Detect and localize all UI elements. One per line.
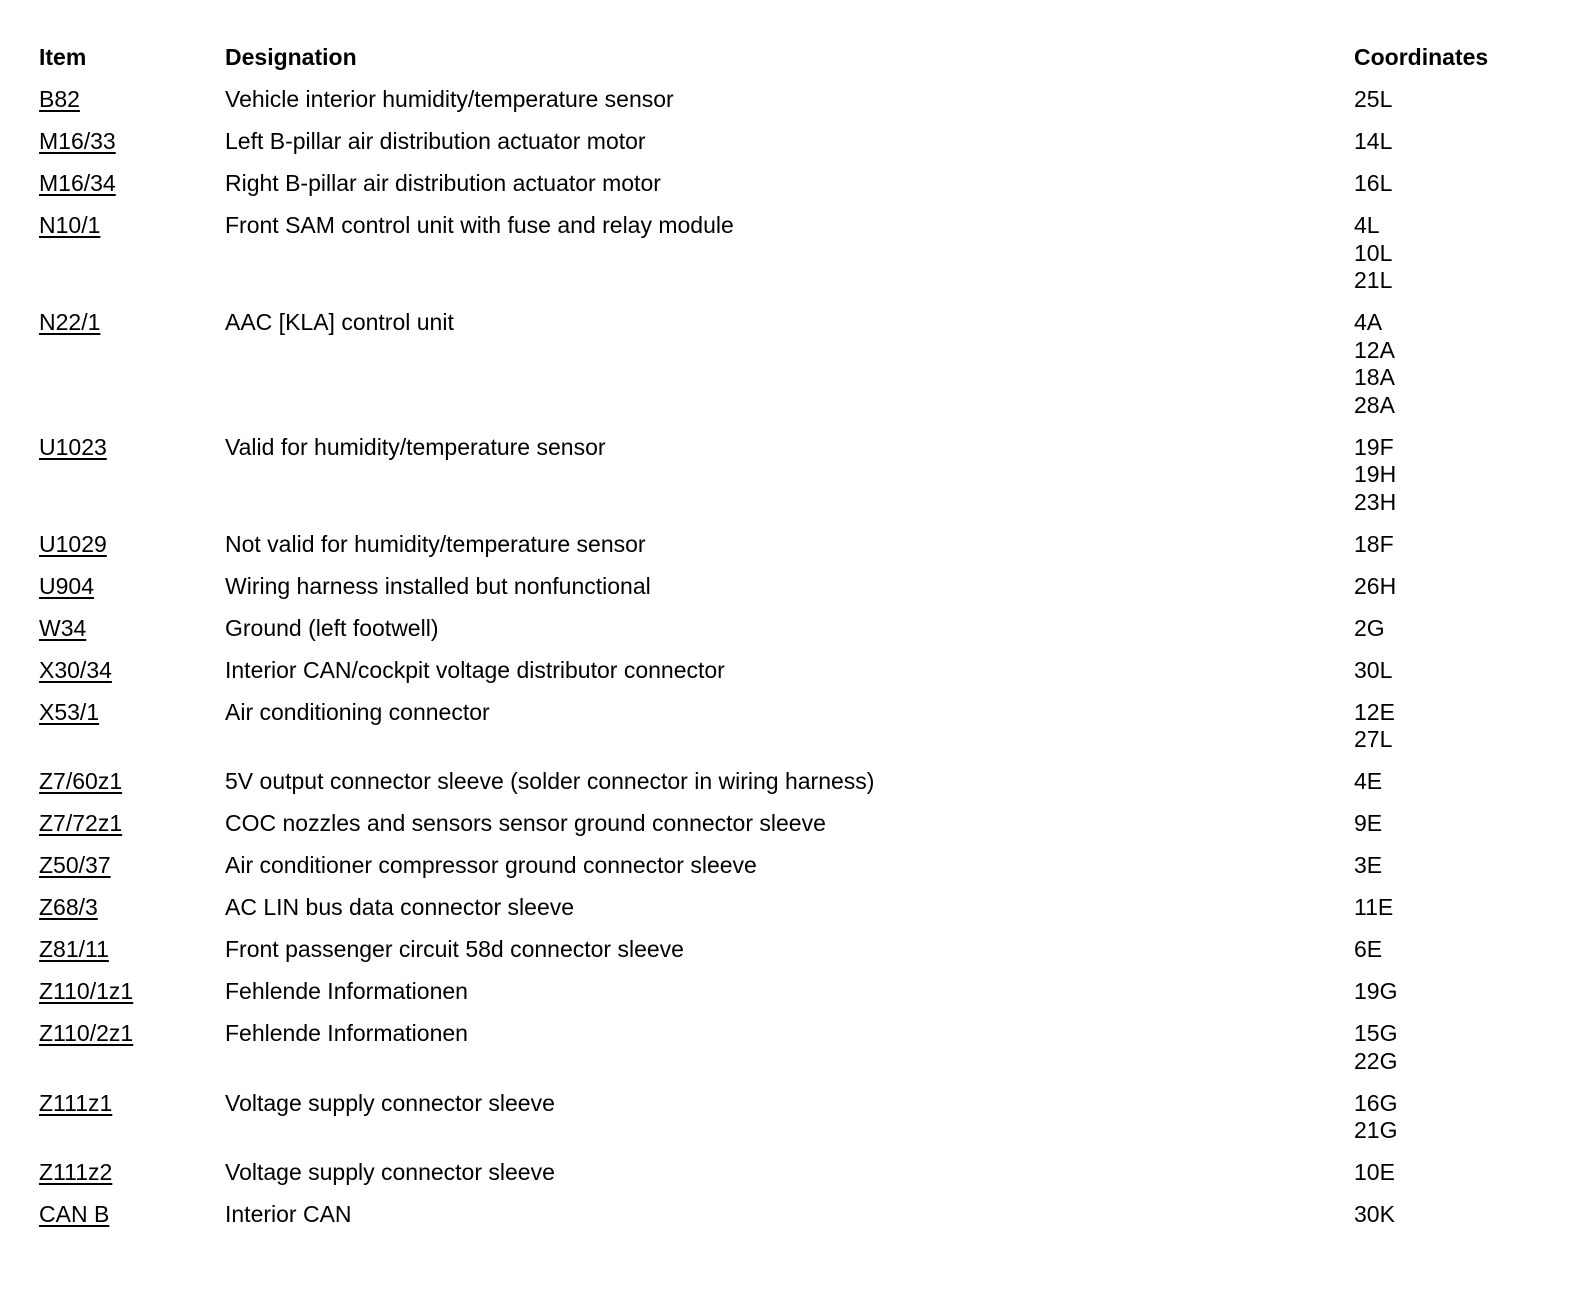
table-row <box>39 86 1539 128</box>
coordinate-value: 12A <box>1354 336 1395 363</box>
table-row <box>39 657 1539 699</box>
coordinate-value: 15G <box>1354 1020 1398 1046</box>
coordinates-cell <box>1354 573 1539 615</box>
coordinate-value: 2G <box>1354 614 1385 641</box>
item-link[interactable]: CAN B <box>39 1201 110 1227</box>
coordinate-value: 19G <box>1354 978 1398 1004</box>
coordinate-value: 9E <box>1354 810 1383 836</box>
designation-cell: Voltage supply connector sleeve <box>225 1159 555 1185</box>
coordinates-cell <box>1354 657 1539 699</box>
item-link[interactable]: N10/1 <box>39 212 101 238</box>
designation-cell: Fehlende Informationen <box>225 1020 468 1046</box>
designation-cell: 5V output connector sleeve (solder connector in wiring harness) <box>225 768 875 794</box>
coordinates-cell <box>1354 936 1539 978</box>
coordinate-value: 23H <box>1354 488 1397 515</box>
table-row <box>39 434 1539 531</box>
item-link[interactable]: U1029 <box>39 530 107 557</box>
table-row <box>39 1201 1539 1243</box>
table-row <box>39 894 1539 936</box>
table-row <box>39 615 1539 657</box>
coordinate-value: 30K <box>1354 1201 1395 1227</box>
coordinates-cell <box>1354 309 1539 434</box>
item-link[interactable]: U1023 <box>39 433 107 460</box>
item-link[interactable]: Z68/3 <box>39 894 98 920</box>
coordinate-value: 19H <box>1354 461 1397 487</box>
table-row <box>39 573 1539 615</box>
designation-cell: COC nozzles and sensors sensor ground connector sleeve <box>225 810 826 836</box>
designation-cell: Fehlende Informationen <box>225 978 468 1004</box>
coordinates-cell <box>1354 1201 1539 1243</box>
item-cell <box>39 86 225 128</box>
coordinates-cell <box>1354 531 1539 573</box>
coordinate-value: 28A <box>1354 391 1395 418</box>
coordinate-value: 4L <box>1354 212 1380 238</box>
table-row <box>39 170 1539 212</box>
item-link[interactable]: Z7/72z1 <box>39 810 123 836</box>
coordinate-value: 10E <box>1354 1159 1395 1185</box>
item-cell <box>39 170 225 212</box>
coordinate-value: 26H <box>1354 572 1397 599</box>
designation-cell: Right B-pillar air distribution actuator motor <box>225 170 661 196</box>
table-row <box>39 1159 1539 1201</box>
coordinates-cell <box>1354 852 1539 894</box>
table-row <box>39 531 1539 573</box>
coordinate-value: 16L <box>1354 170 1393 196</box>
item-cell <box>39 1201 225 1243</box>
table-row <box>39 1090 1539 1160</box>
designation-cell: Left B-pillar air distribution actuator motor <box>225 128 646 154</box>
coordinates-cell <box>1354 699 1539 769</box>
designation-cell: Front SAM control unit with fuse and relay module <box>225 212 734 238</box>
table-row <box>39 128 1539 170</box>
coordinate-value: 18A <box>1354 364 1395 390</box>
coordinates-cell <box>1354 86 1539 128</box>
coordinate-value: 6E <box>1354 936 1383 962</box>
coordinate-value: 25L <box>1354 86 1393 112</box>
table-row <box>39 699 1539 769</box>
item-cell <box>39 212 225 309</box>
item-link[interactable]: M16/33 <box>39 128 116 154</box>
designation-cell: Vehicle interior humidity/temperature sensor <box>225 86 674 112</box>
coordinates-cell <box>1354 615 1539 657</box>
designation-cell: Interior CAN/cockpit voltage distributor connector <box>225 656 725 683</box>
table-row <box>39 309 1539 434</box>
coordinate-value: 4E <box>1354 768 1383 794</box>
item-link[interactable]: B82 <box>39 86 80 112</box>
item-cell <box>39 128 225 170</box>
coordinate-value: 12E <box>1354 698 1395 725</box>
table-body <box>39 86 1539 1243</box>
item-cell <box>39 768 225 810</box>
coordinate-value: 18F <box>1354 530 1394 557</box>
table-header <box>39 44 1539 86</box>
coordinates-cell <box>1354 434 1539 531</box>
coordinate-value: 10L <box>1354 239 1393 266</box>
item-link[interactable]: Z110/1z1 <box>39 978 134 1004</box>
item-link[interactable]: X53/1 <box>39 698 100 725</box>
coordinates-cell <box>1354 128 1539 170</box>
item-link[interactable]: W34 <box>39 614 87 641</box>
coordinate-value: 11E <box>1354 894 1394 920</box>
item-cell <box>39 657 225 699</box>
table-row <box>39 768 1539 810</box>
coordinates-cell <box>1354 170 1539 212</box>
coordinate-value: 16G <box>1354 1089 1398 1116</box>
designation-cell: Interior CAN <box>225 1201 352 1227</box>
item-column-header: Item <box>39 44 87 70</box>
designation-cell: Not valid for humidity/temperature sensor <box>225 530 646 557</box>
coordinate-value: 21G <box>1354 1117 1398 1143</box>
coordinates-cell <box>1354 768 1539 810</box>
item-cell <box>39 852 225 894</box>
item-cell <box>39 573 225 615</box>
designation-cell: Air conditioner compressor ground connector sleeve <box>225 852 757 878</box>
coordinates-cell <box>1354 1090 1539 1160</box>
coordinates-cell <box>1354 894 1539 936</box>
coordinate-value: 21L <box>1354 267 1393 293</box>
designation-cell: Ground (left footwell) <box>225 614 439 641</box>
item-link[interactable]: M16/34 <box>39 170 116 196</box>
item-cell <box>39 309 225 434</box>
table-row <box>39 936 1539 978</box>
item-link[interactable]: X30/34 <box>39 656 112 683</box>
coordinates-cell <box>1354 1020 1539 1090</box>
item-cell <box>39 699 225 769</box>
item-cell <box>39 615 225 657</box>
coordinate-value: 22G <box>1354 1047 1398 1074</box>
item-cell <box>39 531 225 573</box>
item-link[interactable]: Z111z1 <box>39 1089 113 1116</box>
item-cell <box>39 978 225 1020</box>
item-cell <box>39 936 225 978</box>
coordinate-value: 3E <box>1354 852 1383 878</box>
coordinate-value: 19F <box>1354 433 1394 460</box>
table-row <box>39 1020 1539 1090</box>
coordinates-cell <box>1354 212 1539 309</box>
designation-column-header: Designation <box>225 44 357 70</box>
designation-cell: Voltage supply connector sleeve <box>225 1089 555 1116</box>
item-cell <box>39 894 225 936</box>
item-link[interactable]: Z111z2 <box>39 1159 113 1185</box>
coordinates-column-header: Coordinates <box>1354 44 1489 70</box>
designation-cell: Valid for humidity/temperature sensor <box>225 433 606 460</box>
table-row <box>39 852 1539 894</box>
coordinate-value: 27L <box>1354 726 1393 752</box>
item-link[interactable]: N22/1 <box>39 309 101 335</box>
coordinates-cell <box>1354 810 1539 852</box>
item-cell <box>39 1020 225 1090</box>
item-link[interactable]: Z50/37 <box>39 852 111 878</box>
coordinate-value: 30L <box>1354 656 1393 683</box>
item-cell <box>39 1090 225 1160</box>
item-link[interactable]: Z81/11 <box>39 936 109 962</box>
coordinate-value: 14L <box>1354 128 1393 154</box>
item-link[interactable]: U904 <box>39 572 94 599</box>
item-cell <box>39 434 225 531</box>
item-link[interactable]: Z7/60z1 <box>39 768 123 794</box>
header-row <box>39 44 1539 86</box>
table-row <box>39 810 1539 852</box>
designation-cell: Front passenger circuit 58d connector sleeve <box>225 936 684 962</box>
component-legend-table <box>39 44 1539 1243</box>
table-row <box>39 212 1539 309</box>
designation-cell: AC LIN bus data connector sleeve <box>225 894 575 920</box>
designation-cell: AAC [KLA] control unit <box>225 309 454 335</box>
coordinates-cell <box>1354 1159 1539 1201</box>
table-row <box>39 978 1539 1020</box>
item-cell <box>39 1159 225 1201</box>
designation-cell: Air conditioning connector <box>225 698 490 725</box>
item-link[interactable]: Z110/2z1 <box>39 1020 134 1046</box>
coordinates-cell <box>1354 978 1539 1020</box>
designation-cell: Wiring harness installed but nonfunctional <box>225 572 651 599</box>
item-cell <box>39 810 225 852</box>
coordinate-value: 4A <box>1354 309 1383 335</box>
